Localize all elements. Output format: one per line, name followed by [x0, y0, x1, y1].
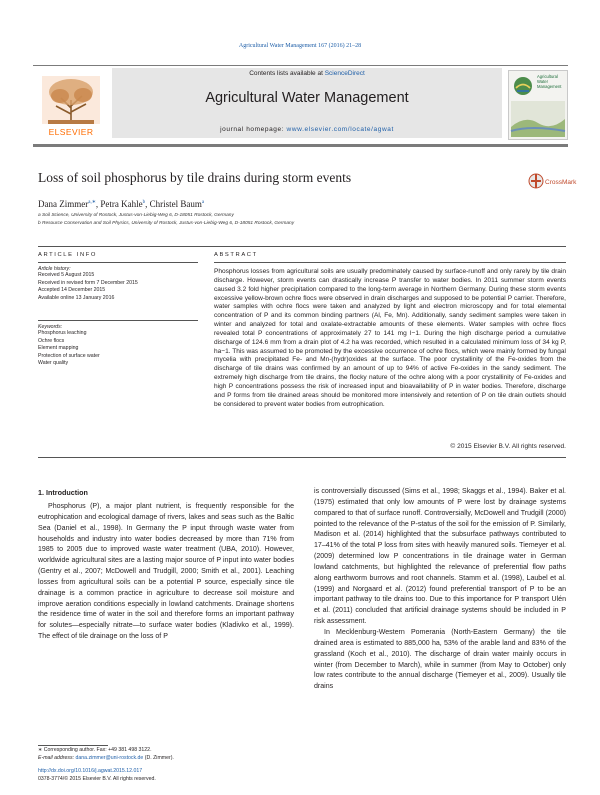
keyword: Water quality — [38, 360, 69, 367]
abstract-heading: ABSTRACT — [214, 252, 258, 258]
author-affiliation-mark[interactable]: b — [142, 200, 146, 205]
journal-homepage: journal homepage: www.elsevier.com/locate/agwat — [220, 126, 394, 133]
article-info-heading: ARTICLE INFO — [38, 252, 98, 258]
author-affiliation-mark[interactable]: a — [201, 200, 205, 205]
sciencedirect-link[interactable]: ScienceDirect — [324, 70, 365, 77]
email-link[interactable]: dana.zimmer@uni-rostock.de — [75, 755, 144, 761]
affiliation: b Resource Conservation and Soil Physics, University of Rostock, Justus-von-Liebig-Weg 6, D-18051 Rostock, Germany — [38, 221, 295, 226]
history-item: Accepted 14 December 2015 — [38, 287, 106, 294]
author-name: Christel Baum — [149, 199, 202, 209]
divider — [38, 457, 566, 458]
history-item: Available online 13 January 2016 — [38, 294, 115, 301]
email-line: E-mail address: dana.zimmer@uni-rostock.de (D. Zimmer). — [38, 755, 174, 761]
journal-cover-thumbnail — [508, 70, 568, 140]
crossmark-icon[interactable] — [528, 171, 577, 191]
article-title: Loss of soil phosphorus by tile drains during storm events — [38, 170, 352, 185]
doi-link[interactable]: http://dx.doi.org/10.1016/j.agwat.2015.12.017 — [38, 768, 143, 774]
corresponding-author-note: ∗ Corresponding author. Fax: +49 381 498 3122. — [38, 747, 152, 753]
history-item: Received in revised form 7 December 2015 — [38, 279, 138, 286]
keyword: Ochre flocs — [38, 337, 65, 344]
footnote-divider — [38, 745, 108, 746]
journal-reference[interactable]: Agricultural Water Management 167 (2016) 21–28 — [238, 43, 362, 49]
cover-emblem-icon — [512, 75, 534, 97]
abstract-text: Phosphorus losses from agricultural soils are usually predominately caused by surface-runoff and only rarely by tile drain discharge. However, storm events can drastically increase P transfer to water bodies. In 2011 summer storm events caused 3.2 fold higher precipitation compared to the long-term average in Northern Germany. During these storm events excessive yellow-brown ochre flocs were observed in drain discharges and supposed to be potential P carrier. Therefore, water samples with ochre flocs were taken and analyzed by light and electron microscopy and for total elemental concentration of P and its common binding partners (Al, Fe, Mn). Additionally, sandy sediment samples were taken in winter and analyzed for total and oxalate-extractable amounts of these elements. Water samples with ochre flocs revealed total P concentrations of approximately 27 to 141 mg l−1. During the high discharge period a cumulative discharge of 124.6 mm from a drain plot of 4.2 ha was recorded, which resulted in a calculated minimum loss of 34 kg P, ha−1. This was assumed to be promoted by the excessive occurrence of ochre flocs, which were mainly formed by fungal mycelia with precipitated Fe- and Mn-(hydr)oxides at the surface. The poor crystallinity of the Fe-oxides from the discharge of tile drains was confirmed by an amount of up to 94% of active Fe-oxides in the sandy sediment. The extremely high discharge from tile drains, the flocky nature of the ochre along with a poor crystallinity of Fe-oxides and high P concentrations possess the risk of increased input and bioavailability of P in water bodies. Therefore, discharge and P forms from tile drained areas should be monitored more intensively and retention of P on tile drain outlets should be considered to prevent water bodies from eutrophication. — [214, 268, 566, 408]
homepage-link[interactable]: www.elsevier.com/locate/agwat — [286, 126, 394, 133]
abstract-copyright: © 2015 Elsevier B.V. All rights reserved. — [450, 443, 566, 450]
intro-right-column — [314, 487, 566, 693]
paragraph: Phosphorus (P), a major plant nutrient, is frequently responsible for the eutrophication and ecological damage of rivers, lakes and seas such as the Baltic Sea (Daniel et al., 1998). In Germany the P input through waste water from households and industry into water bodies decreased by more than 71% from 1985 to 2005 due to improved waste water treatment (UBA, 2010). However, worldwide agricultural sites are a lasting major source of P input into water bodies (Gentry et al., 2007; McDowell and Trudgill, 2000; Smith et al., 2001). Leaching losses from agricultural soils can be a potential P source, especially since tile drainage is a common practice in agriculture to decrease soil moisture and improve aeration conditions especially in lowland catchments. Drainage shortens the residence time of water in the soil and therefore forms an important pathway for solutes—especially nitrate—to surface water bodies (Kladivko et al., 1999). The effect of tile drainage on the loss of P — [38, 503, 294, 641]
author-name: Petra Kahle — [100, 199, 143, 209]
elsevier-wordmark: ELSEVIER — [48, 127, 94, 137]
crossmark-label: CrossMark — [545, 179, 577, 186]
history-label: Article history: — [38, 266, 71, 272]
keyword: Phosphorus leaching — [38, 330, 87, 336]
keywords-label: Keywords: — [38, 324, 63, 330]
issn-line: 0378-3774/© 2015 Elsevier B.V. All rights reserved. — [38, 776, 156, 782]
cover-illustration — [511, 101, 565, 137]
keyword: Protection of surface water — [38, 352, 100, 359]
intro-left-column — [38, 502, 294, 643]
author-list: Dana Zimmer$^{a,∗}$, Petra Kahle$^b$, Christel Baum$^a$ — [38, 199, 205, 209]
paragraph: In Mecklenburg-Western Pomerania (North-Eastern Germany) the tile drained area is estimated to 885,000 ha, 53% of the arable land and 83% of the grassland (Koch et al., 2010). The discharge of drain water mainly occurs in winter (from December to March), while in summer (from May to October) only low rates contribute to the annual discharge (Tiemeyer et al., 2009). Usually tile drains — [314, 628, 566, 691]
section-heading-introduction: 1. Introduction — [38, 488, 88, 497]
divider — [38, 262, 198, 263]
affiliation: a Soil Science, University of Rostock, Justus-von-Liebig-Weg 6, D-18051 Rostock, Germany — [38, 213, 234, 218]
paragraph: is controversially discussed (Sims et al., 1998; Skaggs et al., 1994). Baker et al. (1975) estimated that only low amounts of P were lost by drainage systems compared to that of surface runoff. Controversially, McDowell and Trudgill (2000) pointed to the relevance of the P-status of the soil for the emission of P. Similarly, Madison et al. (2014) highlighted that the subsurface pathways contributed to 17–41% of the total P loss from sites with heavily manured soils. Tiemeyer et al. (2009) determined low P concentrations in tile drainage water in German lowland catchments, but highlighted the relevance of preferential flow paths along earthworm burrows and root channels. Stamm et al. (1998), Laubel et al. (1999) and Norgaard et al. (2012) found preferential transport of P to be an important pathway to tile drains too. Due to this importance for P transport Ulén et al. (2011) concluded that artificial drainage systems should be included in P risk assessment. — [314, 488, 566, 626]
cover-title: Agricultural Water Management — [537, 74, 562, 89]
author-name: Dana Zimmer — [38, 199, 89, 209]
divider — [214, 262, 566, 263]
divider — [38, 246, 566, 247]
author-affiliation-mark[interactable]: a,∗ — [88, 200, 96, 205]
history-item: Received 5 August 2015 — [38, 272, 95, 278]
contents-line: Contents lists available at ScienceDirect — [249, 70, 365, 77]
journal-title: Agricultural Water Management — [205, 90, 409, 106]
keyword: Element mapping — [38, 345, 79, 352]
article-history — [38, 266, 198, 302]
keywords — [38, 324, 198, 368]
divider — [38, 320, 198, 321]
